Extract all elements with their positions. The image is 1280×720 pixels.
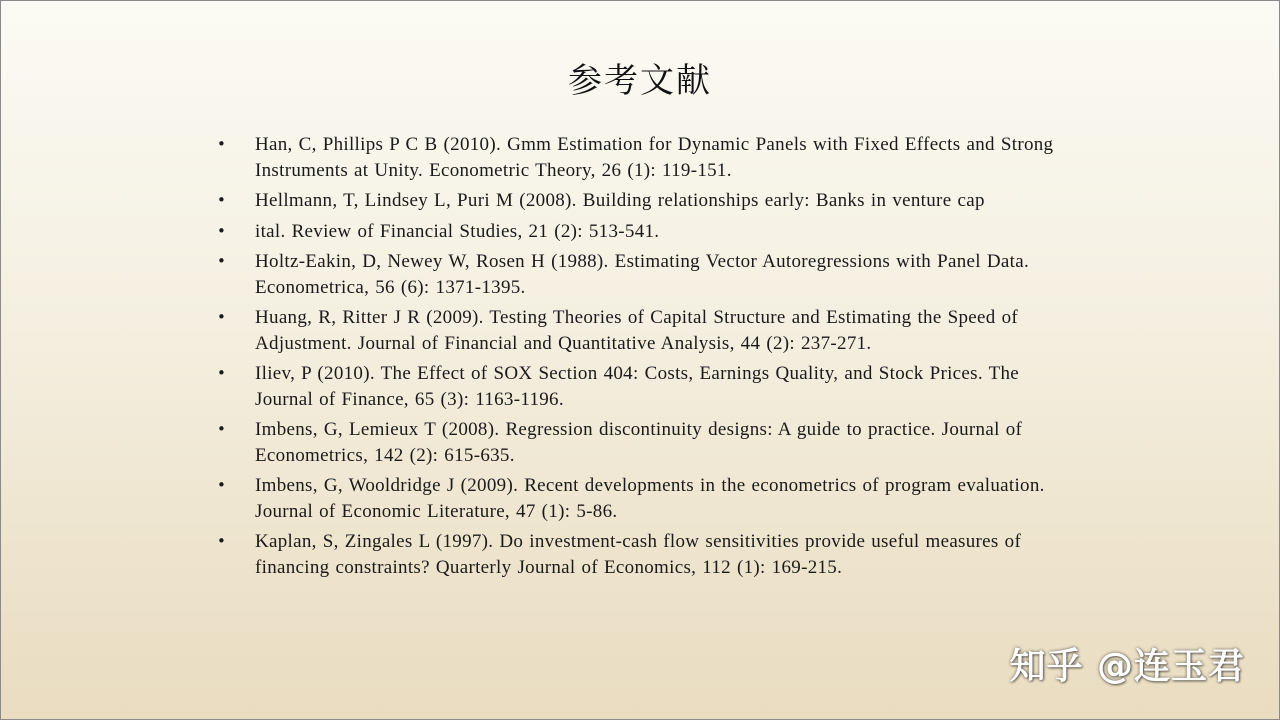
reference-text: Hellmann, T, Lindsey L, Puri M (2008). Building relationships early: Banks in venture cap: [255, 190, 985, 211]
reference-item: [215, 361, 1065, 412]
reference-text: ital. Review of Financial Studies, 21 (2): 513-541.: [255, 220, 660, 242]
reference-item: [215, 473, 1065, 524]
reference-text: Han, C, Phillips P C B (2010). Gmm Estimation for Dynamic Panels with Fixed Effects and Strong Instruments at Unity. Econometric Theory, 26 (1): 119-151.: [255, 134, 1054, 181]
reference-text: Imbens, G, Wooldridge J (2009). Recent developments in the econometrics of program evaluation. Journal of Economic Literature, 47 (1): 5-86.: [255, 475, 1045, 522]
reference-item: [215, 249, 1065, 300]
reference-text: Imbens, G, Lemieux T (2008). Regression discontinuity designs: A guide to practice. Journal of Econometrics, 142 (2): 615-635.: [255, 419, 1023, 466]
reference-text: Iliev, P (2010). The Effect of SOX Section 404: Costs, Earnings Quality, and Stock Prices. The Journal of Finance, 65 (3): 1163-1196.: [255, 363, 1020, 410]
bullet-icon: •: [217, 191, 227, 209]
reference-item: [215, 188, 1065, 214]
reference-item: [215, 132, 1065, 183]
reference-text: Huang, R, Ritter J R (2009). Testing Theories of Capital Structure and Estimating the Speed of Adjustment. Journal of Financial and Quantitative Analysis, 44 (2): 237-271.: [255, 307, 1019, 354]
bullet-icon: •: [217, 420, 227, 438]
reference-item: [215, 219, 1065, 245]
reference-text: Holtz-Eakin, D, Newey W, Rosen H (1988). Estimating Vector Autoregressions with Panel Data. Econometrica, 56 (6): 1371-1395.: [255, 251, 1030, 298]
bullet-icon: •: [217, 476, 227, 494]
bullet-icon: •: [217, 532, 227, 550]
bullet-icon: •: [217, 364, 227, 382]
reference-item: [215, 417, 1065, 468]
reference-list: [215, 132, 1065, 585]
zhihu-watermark: 知乎 @连玉君: [1009, 646, 1245, 687]
reference-item: [215, 305, 1065, 356]
bullet-icon: •: [217, 308, 227, 326]
reference-item: [215, 529, 1065, 580]
slide-title: 参考文献: [568, 61, 712, 101]
bullet-icon: •: [217, 135, 227, 153]
bullet-icon: •: [217, 252, 227, 270]
reference-text: Kaplan, S, Zingales L (1997). Do investment-cash flow sensitivities provide useful measures of financing constraints? Quarterly Journal of Economics, 112 (1): 169-215.: [255, 531, 1022, 578]
bullet-icon: •: [217, 221, 227, 240]
